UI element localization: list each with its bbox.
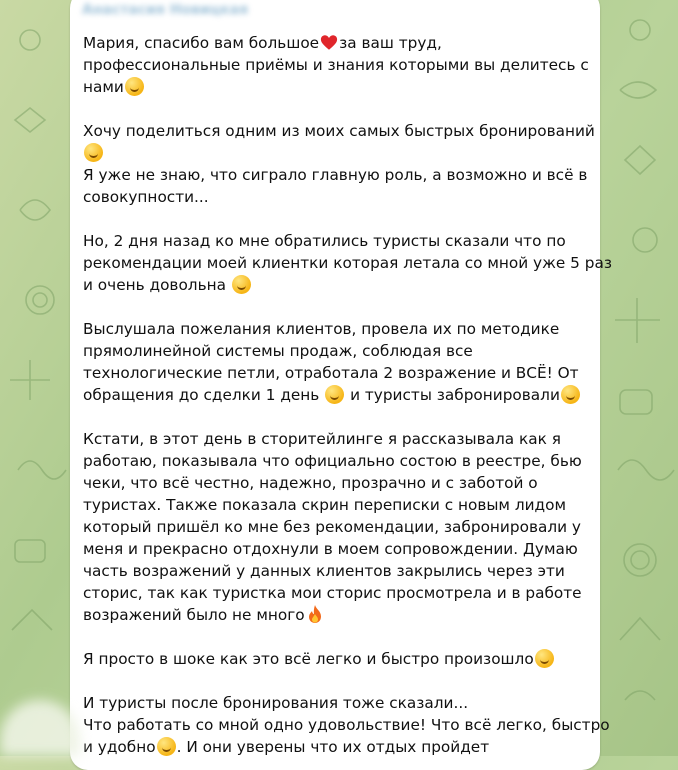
- smile-emoji-icon: [535, 649, 554, 668]
- heart-icon: [320, 34, 338, 51]
- message-line: чеки, что всё честно, надежно, прозрачно и с заботой о: [83, 474, 538, 492]
- message-line: часть возражений у данных клиентов закрылись через эти: [83, 562, 565, 580]
- message-line: профессиональные приёмы и знания которыми вы делитесь с: [83, 56, 589, 74]
- message-line: совокупности...: [83, 188, 209, 206]
- message-line: Хочу поделиться одним из моих самых быстрых бронирований: [83, 122, 595, 140]
- message-line: Выслушала пожелания клиентов, провела их по методике: [83, 320, 560, 338]
- dizzy-emoji-icon: [84, 143, 103, 162]
- message-line: Мария, спасибо вам большое за ваш труд,: [83, 34, 442, 52]
- sender-name: Анастасия Новицкая: [82, 2, 249, 18]
- party-emoji-icon: [561, 385, 580, 404]
- message-line: Но, 2 дня назад ко мне обратились туристы сказали что по: [83, 232, 566, 250]
- message-line: Я просто в шоке как это всё легко и быстро произошло: [83, 648, 595, 670]
- message-line: Кстати, в этот день в сторитейлинге я рассказывала как я: [83, 430, 561, 448]
- message-line: меня и прекрасно отдохнули в моем сопровождении. Думаю: [83, 540, 578, 558]
- smile-emoji-icon: [125, 77, 144, 96]
- message-line: нами: [83, 76, 595, 98]
- message-line: [83, 142, 595, 164]
- message-line: технологические петли, отработала 2 возражение и ВСЁ! От: [83, 364, 579, 382]
- message-line: Что работать со мной одно удовольствие! Что всё легко, быстро: [83, 716, 610, 734]
- blush-emoji-icon: [232, 275, 251, 294]
- blurred-avatar: [0, 700, 80, 756]
- message-line: работаю, показывала что официально состою в реестре, бью: [83, 452, 582, 470]
- smile-emoji-icon: [157, 737, 176, 756]
- message-line: И туристы после бронирования тоже сказали...: [83, 694, 469, 712]
- message-line: обращения до сделки 1 день и туристы забронировали: [83, 384, 595, 406]
- message-line: прямолинейной системы продаж, соблюдая все: [83, 342, 473, 360]
- message-line: возражений было не много: [83, 604, 595, 626]
- message-line: Я уже не знаю, что сиграло главную роль, а возможно и всё в: [83, 166, 588, 184]
- message-line: который пришёл ко мне без рекомендации, забронировали у: [83, 518, 581, 536]
- message-line: туристах. Также показала скрин переписки с новым лидом: [83, 496, 567, 514]
- smile-emoji-icon: [325, 385, 344, 404]
- fire-icon: [307, 604, 323, 624]
- message-line: и очень довольна: [83, 274, 595, 296]
- message-line: и удобно . И они уверены что их отдых пройдет: [83, 738, 490, 756]
- message-text: [83, 32, 612, 758]
- message-line: рекомендации моей клиентки которая летала со мной уже 5 раз: [83, 254, 612, 272]
- message-line: сторис, так как туристка мои сторис просмотрела и в работе: [83, 584, 582, 602]
